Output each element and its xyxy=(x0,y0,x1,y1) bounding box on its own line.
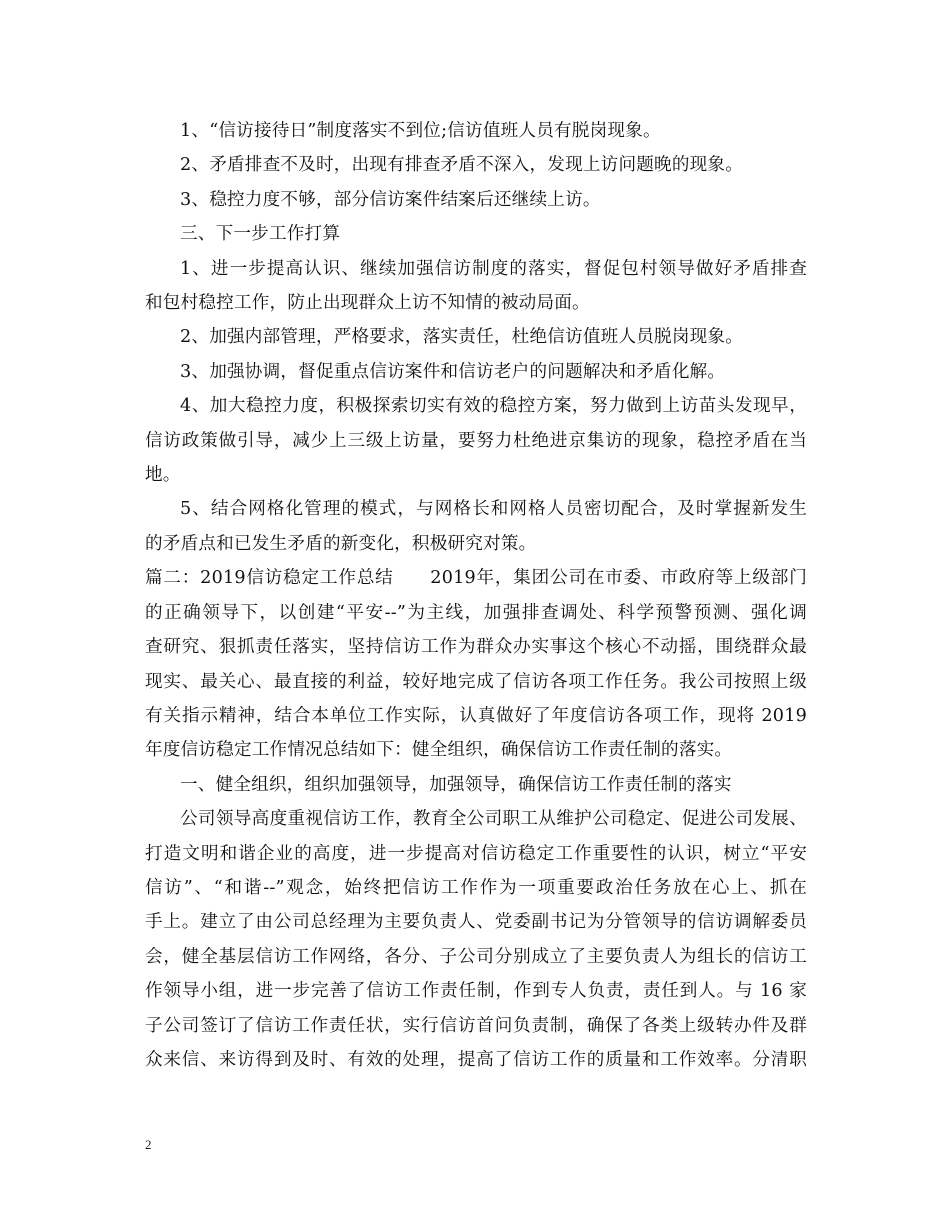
text-line: 作领导小组，进一步完善了信访工作责任制，作到专人负责，责任到人。与 16 家 xyxy=(145,981,807,1002)
text-line: 会，健全基层信访工作网络，各分、子公司分别成立了主要负责人为组长的信访工 xyxy=(145,946,807,967)
text-line: 3、加强协调，督促重点信访案件和信访老户的问题解决和矛盾化解。 xyxy=(180,361,726,382)
text-line: 有关指示精神，结合本单位工作实际，认真做好了年度信访各项工作，现将 2019 xyxy=(145,705,807,726)
text-line: 公司领导高度重视信访工作，教育全公司职工从维护公司稳定、促进公司发展、 xyxy=(180,809,807,830)
text-line: 信访”、“和谐--”观念，始终把信访工作作为一项重要政治任务放在心上、抓在 xyxy=(145,877,807,898)
text-line: 打造文明和谐企业的高度，进一步提高对信访稳定工作重要性的认识，树立“平安 xyxy=(145,843,807,864)
text-line: 1、“信访接待日”制度落实不到位;信访值班人员有脱岗现象。 xyxy=(180,121,661,141)
text-line: 地。 xyxy=(145,465,181,486)
text-line: 查研究、狠抓责任落实，坚持信访工作为群众办实事这个核心不动摇，围绕群众最 xyxy=(145,637,807,658)
text-line: 5、结合网格化管理的模式，与网格长和网格人员密切配合，及时掌握新发生 xyxy=(180,499,807,520)
document-body xyxy=(145,114,807,1077)
text-line: 4、加大稳控力度，积极探索切实有效的稳控方案，努力做到上访苗头发现早， xyxy=(180,396,807,417)
text-line: 众来信、来访得到及时、有效的处理，提高了信访工作的质量和工作效率。分清职 xyxy=(145,1049,807,1070)
text-line: 的正确领导下，以创建“平安--”为主线，加强排查调处、科学预警预测、强化调 xyxy=(145,602,807,623)
text-line: 1、进一步提高认识、继续加强信访制度的落实，督促包村领导做好矛盾排查 xyxy=(180,258,807,279)
text-line: 和包村稳控工作，防止出现群众上访不知情的被动局面。 xyxy=(145,293,590,314)
text-line: 年度信访稳定工作情况总结如下：健全组织，确保信访工作责任制的落实。 xyxy=(145,740,733,761)
text-line: 三、下一步工作打算 xyxy=(180,224,341,245)
text-line: 篇二：2019信访稳定工作总结 2019年，集团公司在市委、市政府等上级部门 xyxy=(145,568,807,589)
text-line: 现实、最关心、最直接的利益，较好地完成了信访各项工作任务。我公司按照上级 xyxy=(145,671,807,692)
text-line: 手上。建立了由公司总经理为主要负责人、党委副书记为分管领导的信访调解委员 xyxy=(145,912,807,933)
text-line: 信访政策做引导，减少上三级上访量，要努力杜绝进京集访的现象，稳控矛盾在当 xyxy=(145,430,807,451)
text-line: 的矛盾点和已发生矛盾的新变化，积极研究对策。 xyxy=(145,533,537,554)
text-line: 3、稳控力度不够，部分信访案件结案后还继续上访。 xyxy=(180,189,601,210)
text-line: 2、矛盾排查不及时，出现有排查矛盾不深入，发现上访问题晚的现象。 xyxy=(180,155,744,176)
page-number: 2 xyxy=(145,1137,152,1152)
text-line: 2、加强内部管理，严格要求，落实责任，杜绝信访值班人员脱岗现象。 xyxy=(180,327,744,348)
text-line: 一、健全组织，组织加强领导，加强领导，确保信访工作责任制的落实 xyxy=(180,774,732,795)
text-line: 子公司签订了信访工作责任状，实行信访首问负责制，确保了各类上级转办件及群 xyxy=(145,1015,807,1036)
